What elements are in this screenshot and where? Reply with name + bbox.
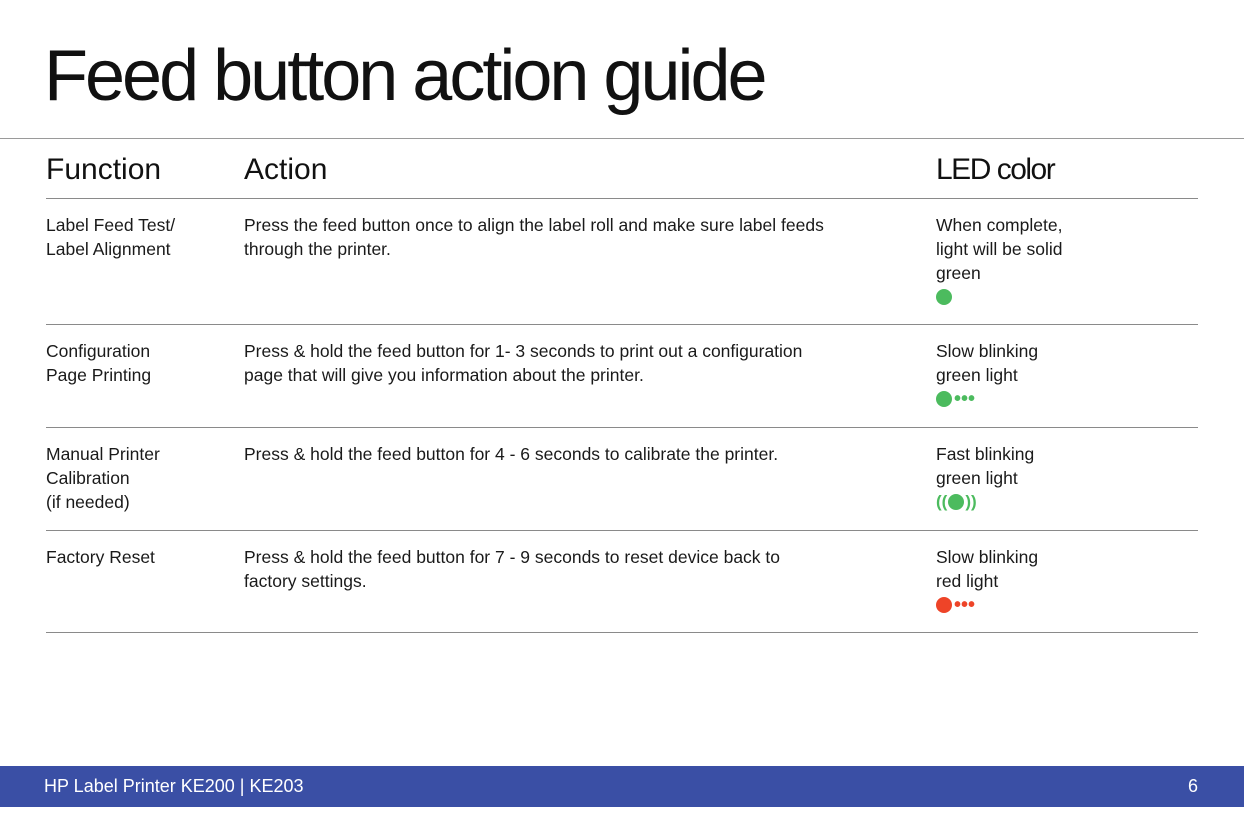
function-cell [46,545,226,569]
function-cell [46,213,226,261]
action-text: Press & hold the feed button for 7 - 9 seconds to reset device back to [244,547,781,567]
slow-blink-red-icon [936,593,1136,617]
led-cell [936,545,1136,617]
function-text: Label Alignment [46,239,171,259]
solid-green-icon [936,285,1136,309]
blink-dots: ••• [954,594,976,616]
function-text: Label Feed Test/ [46,215,176,235]
led-text: red light [936,571,999,591]
function-text: Page Printing [46,365,152,385]
function-cell [46,339,226,387]
action-text: page that will give you information about the printer. [244,365,644,385]
action-cell [244,213,904,261]
fast-blink-green-icon [936,490,1136,514]
page-title: Feed button action guide [44,36,765,116]
signal-left-icon: (( [936,492,948,511]
signal-right-icon: )) [965,492,977,511]
action-cell [244,339,904,387]
led-text: green [936,263,981,283]
led-text: green light [936,468,1018,488]
function-text: Factory Reset [46,547,155,567]
action-text: factory settings. [244,571,367,591]
action-text: Press & hold the feed button for 1- 3 seconds to print out a configuration [244,341,803,361]
table-header [46,148,1198,199]
led-cell [936,213,1136,309]
led-text: When complete, [936,215,1063,235]
table-row [46,325,1198,428]
slow-blink-green-icon [936,387,1136,411]
led-text: light will be solid [936,239,1063,259]
led-text: Fast blinking [936,444,1035,464]
action-text: Press the feed button once to align the label roll and make sure label feeds [244,215,824,235]
function-cell [46,442,226,514]
led-dot [936,289,952,305]
action-cell [244,545,904,593]
led-text: Slow blinking [936,547,1039,567]
header-function: Function [46,153,162,186]
footer-bar [0,766,1244,807]
function-text: Manual Printer [46,444,160,464]
led-dot [936,391,952,407]
action-text: through the printer. [244,239,391,259]
led-text: green light [936,365,1018,385]
table-row [46,199,1198,325]
table-row [46,428,1198,531]
header-led-color: LED color [936,153,1055,186]
page-number: 6 [1187,776,1198,796]
led-dot [948,494,964,510]
function-text: (if needed) [46,492,130,512]
led-cell [936,339,1136,411]
led-cell [936,442,1136,514]
function-text: Configuration [46,341,151,361]
led-dot [936,597,952,613]
footer-product-name: HP Label Printer KE200 | KE203 [44,776,304,796]
led-text: Slow blinking [936,341,1039,361]
action-text: Press & hold the feed button for 4 - 6 seconds to calibrate the printer. [244,444,779,464]
table-row [46,531,1198,633]
header-action: Action [244,153,328,186]
action-cell [244,442,904,466]
title-divider [0,138,1244,139]
function-text: Calibration [46,468,130,488]
action-guide-table [46,148,1198,633]
blink-dots: ••• [954,388,976,410]
